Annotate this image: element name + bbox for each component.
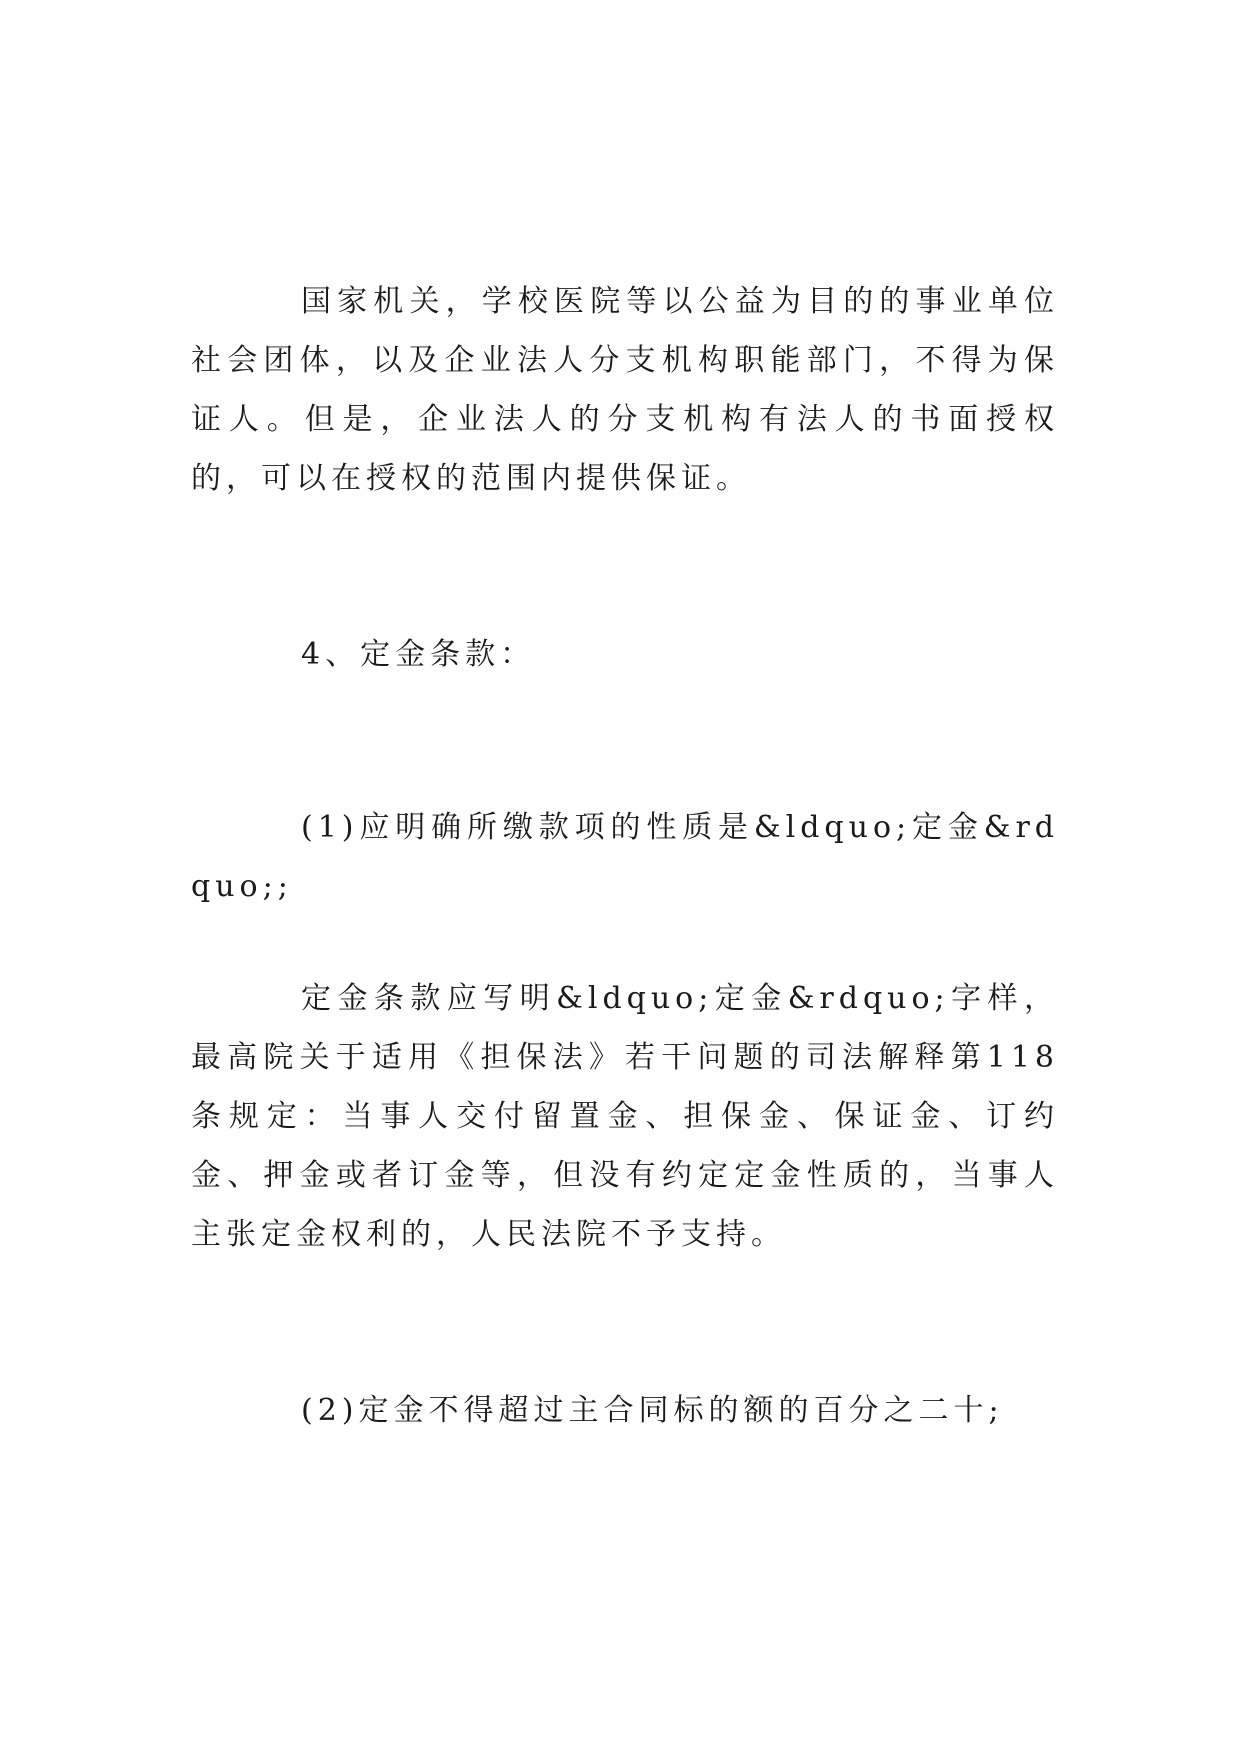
paragraph-deposit-item-1: (1)应明确所缴款项的性质是&ldquo;定金&rdquo;; <box>191 810 1059 904</box>
paragraph-deposit-item-2: (2)定金不得超过主合同标的额的百分之二十; <box>301 1393 1004 1428</box>
heading-deposit-clause: 4、定金条款： <box>301 637 536 672</box>
paragraph-deposit-explanation: 定金条款应写明&ldquo;定金&rdquo;字样，最高院关于适用《担保法》若干问题的司法解释第118条规定：当事人交付留置金、担保金、保证金、订约金、押金或者订金等，但没有约定定金性质的，当事人主张定金权利的，人民法院不予支持。 <box>191 981 1059 1252</box>
paragraph-guarantor-restriction: 国家机关，学校医院等以公益为目的的事业单位社会团体，以及企业法人分支机构职能部门，不得为保证人。但是，企业法人的分支机构有法人的书面授权的，可以在授权的范围内提供保证。 <box>191 284 1059 496</box>
